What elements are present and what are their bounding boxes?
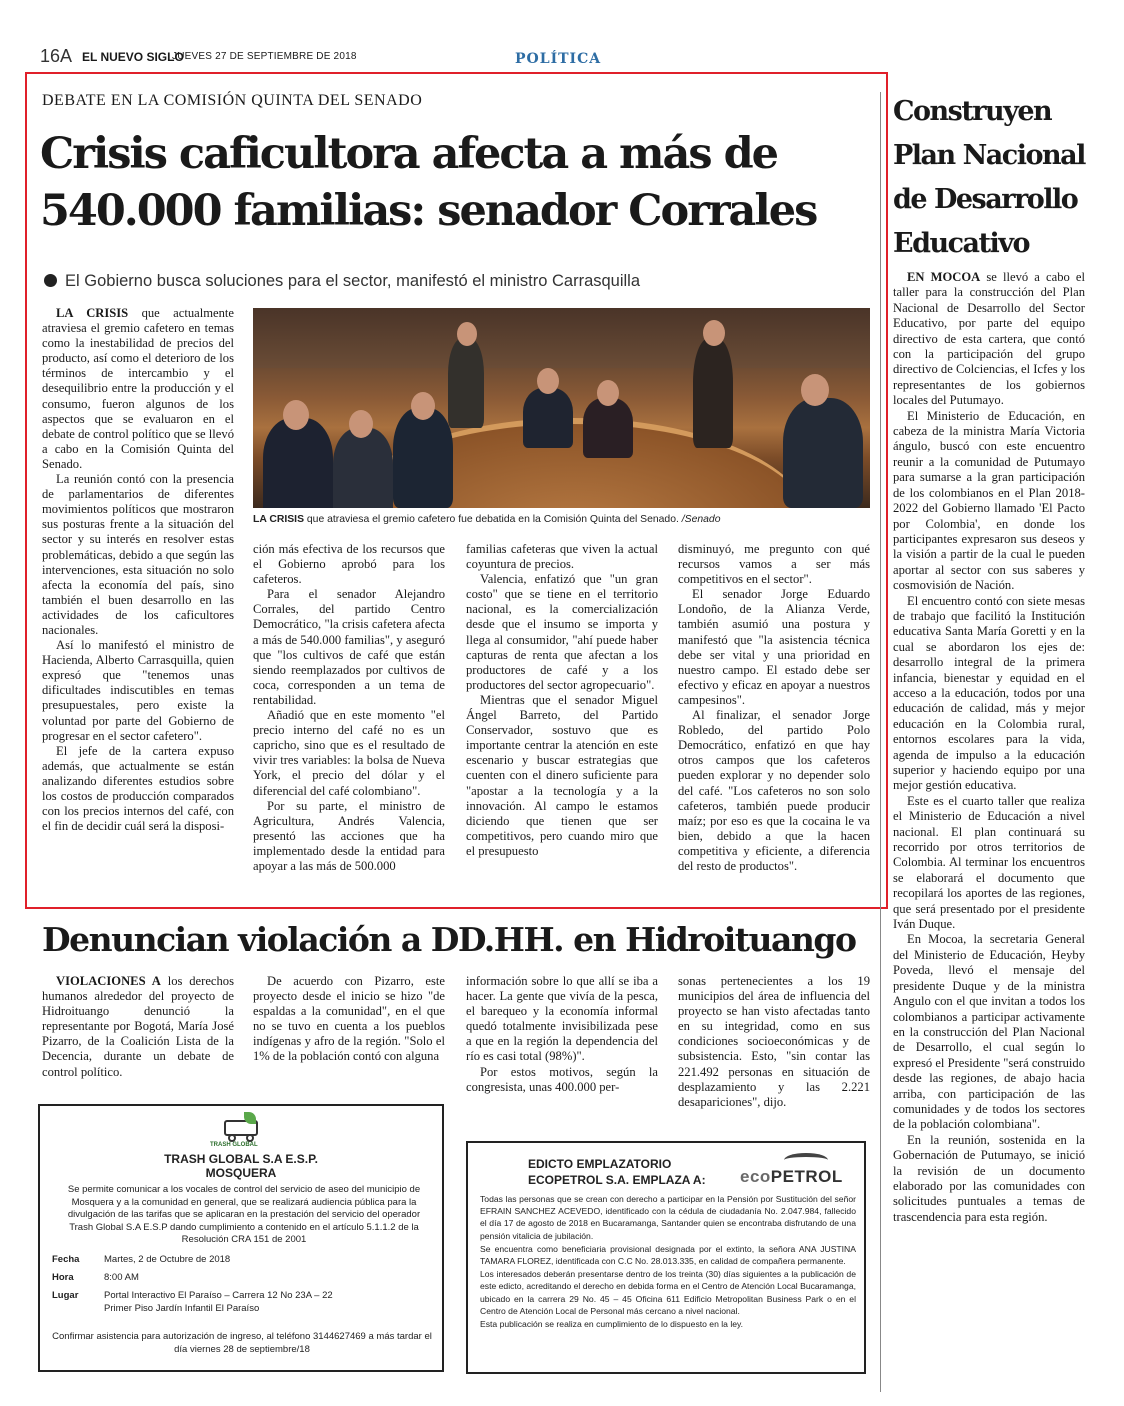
ecopetrol-logo [740, 1167, 843, 1187]
row-value: Portal Interactivo El Paraíso – Carrera 12 No 23A – 22 Primer Piso Jardín Infantil El Paraíso [104, 1290, 333, 1314]
paragraph [893, 270, 1085, 409]
section-label: POLÍTICA [515, 51, 602, 67]
main-column-2 [253, 542, 445, 874]
notice-title-line: TRASH GLOBAL S.A E.S.P. [164, 1152, 318, 1166]
paragraph: El jefe de la cartera expuso además, que actualmente se están analizando diferentes estudios sobre los costos de producción comparados con los precios internos del café, con el fin de decidir cuál será la disposi- [42, 743, 234, 834]
lead-word: VIOLACIONES A [56, 974, 161, 988]
paragraph-text: que actualmente atraviesa el gremio cafetero en temas como la inestabilidad de precios del producto, así como el deterioro de los términos de intercambio y el desequilibrio entre la producción y el consumo, fueron algunos de los aspectos que se evaluaron en el debate de control político que se llevó a cabo en la Comisión Quinta del Senado. [42, 306, 234, 471]
article-headline [40, 126, 880, 240]
notice-body: Se permite comunicar a los vocales de control del servicio de aseo del municipio de Mosquera y a la comunidad en general, que se realizará audiencia pública para la divulgación de las tarifas que se aplicaran en la prestación del servicio del operador Trash Global S.A E.S.P dando cumplimiento a contenido en el artículo 5.1.1.2 de la Resolución CRA 151 de 2001 [67, 1184, 421, 1245]
side-headline-line: Educativo [893, 228, 1029, 259]
caption-lead: LA CRISIS [253, 514, 304, 525]
paragraph: Por estos motivos, según la congresista, unas 400.000 per- [466, 1064, 658, 1094]
row-label: Fecha [52, 1254, 80, 1265]
lead-word: LA CRISIS [56, 306, 129, 320]
notice-row-date [52, 1254, 424, 1267]
paragraph-text: se llevó a cabo el taller para la construcción del Plan Nacional de Desarrollo del Sector Educativo, por parte del equipo directivo de esta cartera, que contó con la participación del grupo directivo de Colciencias, el Icfes y los representantes de los gobiernos locales del Putumayo. [893, 270, 1085, 408]
second-column-1 [42, 974, 234, 1080]
trash-global-notice [38, 1104, 444, 1372]
paragraph: Valencia, enfatizó que "un gran costo" que se tiene en el territorio nacional, es la comercialización desde que el insumo se importa y llega al consumidor, "ahí puede haber capturas de renta que afectan a los productores de café y a los productores del sector agropecuario". [466, 572, 658, 692]
side-headline [893, 90, 1093, 266]
paragraph: Se encuentra como beneficiaria provisional designada por el extinto, la señora ANA JUSTINA TAMARA FLOREZ, identificada con C.C No. 28.013.335, en calidad de compañera permanente. [480, 1243, 856, 1267]
headline-line-1: Crisis caficultora afecta a más de [40, 129, 778, 179]
paragraph: Al finalizar, el senador Jorge Robledo, del partido Polo Democrático, enfatizó en que hay otros campos que los cafeteros pueden explorar y no depender solo del café. "Los cafeteros no son solo cafeteros, también puede producir maíz; por eso es que la cocaina le va bien, debido a que la hacen competitiva y eficiente, a diferencia del resto de productos". [678, 708, 870, 873]
paragraph: sonas pertenecientes a los 19 municipios del área de influencia del proyecto se han visto afectadas tanto en su integridad, como en sus condiciones socioeconómicas y de subsistencia. Esto, "sin contar las 221.492 personas en situación de desplazamiento y las 2.221 desapariciones", dijo. [678, 974, 870, 1109]
iguana-icon [784, 1153, 828, 1167]
notice-row-place [52, 1290, 334, 1315]
side-headline-line: de Desarrollo [893, 184, 1078, 215]
newspaper-name: EL NUEVO SIGLO [82, 50, 184, 64]
paragraph [42, 306, 234, 472]
notice-title-line: MOSQUERA [205, 1166, 277, 1180]
truck-icon [220, 1112, 264, 1144]
trash-logo-text: TRASH GLOBAL [210, 1142, 258, 1148]
caption-text: que atraviesa el gremio cafetero fue debatida en la Comisión Quinta del Senado. [304, 514, 679, 525]
paragraph [42, 974, 234, 1080]
row-label: Hora [52, 1272, 74, 1283]
paragraph: Los interesados deberán presentarse dentro de los treinta (30) días siguientes a la publicación de este edicto, acreditando el derecho en debida forma en el Centro de Atención Local Bucaramanga, ubicado en la carrera 29 No. 45 – 45 Oficina 611 Edificio Metropolitan Business Park o en el Centro de Atención Local de Personal más cercano a nivel nacional. [480, 1269, 856, 1316]
second-column-2 [253, 974, 445, 1065]
photo-caption [253, 514, 870, 525]
main-column-3 [466, 542, 658, 859]
logo-part: eco [740, 1167, 771, 1186]
side-column [893, 270, 1085, 1225]
second-headline: Denuncian violación a DD.HH. en Hidroituango [42, 920, 856, 959]
logo-part: PETROL [770, 1167, 843, 1186]
notice-footer: Confirmar asistencia para autorización de ingreso, al teléfono 3144627469 a más tardar el día viernes 28 de septiembre/18 [52, 1331, 432, 1355]
paragraph-text: los derechos humanos alrededor del proyecto de Hidroituango denunció la representante por Bogotá, María José Pizarro, de la Coalición Lista de la Decencia, durante un debate de control político. [42, 974, 235, 1079]
paragraph: En Mocoa, la secretaria General del Ministerio de Educación, Heyby Poveda, llevó el mensaje del presidente Duque y de la ministra Angulo con el que invitan a todos los colombianos a participar activamente en la construcción del Plan Nacional de Desarrollo, el cual según lo expresó el Presidente "será construido desde las regiones, de abajo hacia arriba, con participación de las comunidades y de todos los sectores de la población colombiana". [893, 932, 1085, 1132]
leaf-icon [244, 1112, 256, 1124]
main-column-4 [678, 542, 870, 874]
main-column-1 [42, 306, 234, 834]
side-headline-line: Plan Nacional [893, 140, 1085, 171]
paragraph: ción más efectiva de los recursos que el Gobierno aprobó para los cafeteros. [253, 542, 445, 587]
column-divider [880, 92, 881, 1392]
edict-body [480, 1193, 856, 1331]
paragraph: El encuentro contó con siete mesas de trabajo que facilitó la Institución educativa Santa María Goretti y en la cual se abordaron los ejes de: desarrollo integral de la primera infancia, bienestar y equidad en el acceso a la educación, todos por una educación de calidad, más y mejor educación en la Colombia rural, entornos escolares para la vida, agenda de impulso a la educación superior y haciendo equipo por una mejor gestión educativa. [893, 593, 1085, 793]
paragraph: Todas las personas que se crean con derecho a participar en la Pensión por Sustitución del señor EFRAIN SANCHEZ ACEVEDO, identificado con la cédula de ciudadanía No. 2.047.984, fallecido el día 17 de agosto de 2018 en Bucaramanga, Santander quien se encontraba disfrutando de una pensión vitalicia de jubilación. [480, 1194, 856, 1241]
article-kicker: DEBATE EN LA COMISIÓN QUINTA DEL SENADO [42, 92, 423, 109]
paragraph: De acuerdo con Pizarro, este proyecto desde el inicio se hizo "de espaldas a la comunidad", en el que no se tuvo en cuenta a los pueblos indígenas y afro de la región. "Solo el 1% de la población contó con alguna [253, 974, 445, 1064]
ecopetrol-edict [466, 1141, 866, 1374]
page-number: 16A [40, 46, 73, 66]
paragraph: familias cafeteras que viven la actual coyuntura de precios. [466, 542, 658, 572]
second-column-4 [678, 974, 870, 1110]
paragraph: Por su parte, el ministro de Agricultura, Andrés Valencia, presentó las acciones que ha implementado desde la entidad para apoyar a las más de 500.000 [253, 798, 445, 873]
lead-word: EN MOCOA [907, 270, 981, 284]
paragraph: La reunión contó con la presencia de parlamentarios de diferentes movimientos políticos que mostraron sus posturas frente a la situación del sector y su interés en resolver estas problemáticas, debido a que según las intervenciones, esta situación no solo afecta la economía del país, sino también el buen desarrollo en las actividades de los caficultores nacionales. [42, 472, 234, 637]
notice-row-time [52, 1272, 424, 1285]
page-header [40, 46, 880, 68]
side-headline-line: Construyen [893, 96, 1052, 127]
second-column-3 [466, 974, 658, 1095]
paragraph: Para el senador Alejandro Corrales, del partido Centro Democrático, "la crisis cafetera afecta a más de 540.000 familias", y aseguró que "los cultivos de café que están siendo reemplazados por cultivos de coca, corresponden a un tema de rentabilidad. [253, 587, 445, 707]
bullet-icon [44, 274, 57, 287]
row-label: Lugar [52, 1290, 79, 1301]
senate-photo [253, 308, 870, 508]
row-value: 8:00 AM [104, 1272, 139, 1283]
paragraph: El Ministerio de Educación, en cabeza de la ministra María Victoria ángulo, buscó con este encuentro reunir a la comunidad de Putumayo para sumarse a la gran participación de los colombianos en el Plan 2018-2022 del Gobierno llamado 'El Pacto por Colombia', en donde los participantes expresaron sus deseos y la visión a partir de la cual le pueden aportar al sector con sus saberes y cosmovisión de Nación. [893, 408, 1085, 593]
paragraph: Añadió que en este momento "el precio interno del café no es un capricho, sino que es el resultado de vivir tres variables: la bolsa de Nueva York, el precio del dólar y el diferencial del café colombiano". [253, 708, 445, 798]
notice-title [40, 1152, 442, 1180]
paragraph: Así lo manifestó el ministro de Hacienda, Alberto Carrasquilla, quien expresó que "tenemos unas dificultades indiscutibles en temas presupuestales, pero existe la voluntad por parte del Gobierno de progresar en el sector cafetero". [42, 638, 234, 743]
headline-line-2: 540.000 familias: senador Corrales [40, 186, 817, 236]
paragraph: Este es el cuarto taller que realiza el Ministerio de Educación a nivel nacional. El plan continuará su recorrido por otros territorios de Colombia. Al terminar los encuentros se elaborará el documento que recopilará los aportes de las regiones, que será presentado por el presidente Iván Duque. [893, 793, 1085, 932]
article-deck [44, 272, 640, 291]
photo-credit: /Senado [678, 514, 721, 525]
paragraph: información sobre lo que allí se iba a hacer. La gente que vivía de la pesca, el barequeo y la economía informal quedó totalmente invisibilizada pese a que en la región la dependencia del río es casi total (98%)". [466, 974, 658, 1064]
deck-text: El Gobierno busca soluciones para el sector, manifestó el ministro Carrasquilla [65, 272, 641, 290]
issue-date: JUEVES 27 DE SEPTIEMBRE DE 2018 [172, 51, 357, 62]
edict-title: EDICTO EMPLAZATORIO [528, 1157, 672, 1171]
edict-subtitle: ECOPETROL S.A. EMPLAZA A: [528, 1173, 706, 1187]
paragraph: En la reunión, sostenida en la Gobernación de Putumayo, se inició la revisión de un documento elaborado por las comunidades con solicitudes puntuales a temas de trascendencia para esta región. [893, 1132, 1085, 1224]
row-value: Martes, 2 de Octubre de 2018 [104, 1254, 231, 1265]
paragraph: disminuyó, me pregunto con qué recursos vamos a ser más competitivos en el sector". [678, 542, 870, 587]
paragraph: Esta publicación se realiza en cumplimiento de lo dispuesto en la ley. [480, 1319, 744, 1330]
paragraph: Mientras que el senador Miguel Ángel Barreto, del Partido Conservador, sostuvo que es importante centrar la atención en este escenario y buscar estrategias que cuenten con el dinero suficiente para "apostar a la tecnología y a la innovación. Al campo le estamos diciendo que tienen que ser competitivos, pero cuando miro que el presupuesto [466, 692, 658, 858]
paragraph: El senador Jorge Eduardo Londoño, de la Alianza Verde, también asumió una postura y manifestó que "la asistencia técnica debe ser vital y una prioridad en nuestro campo. El estado debe ser efectivo y eficaz en apoyar a nuestros campesinos". [678, 587, 870, 707]
